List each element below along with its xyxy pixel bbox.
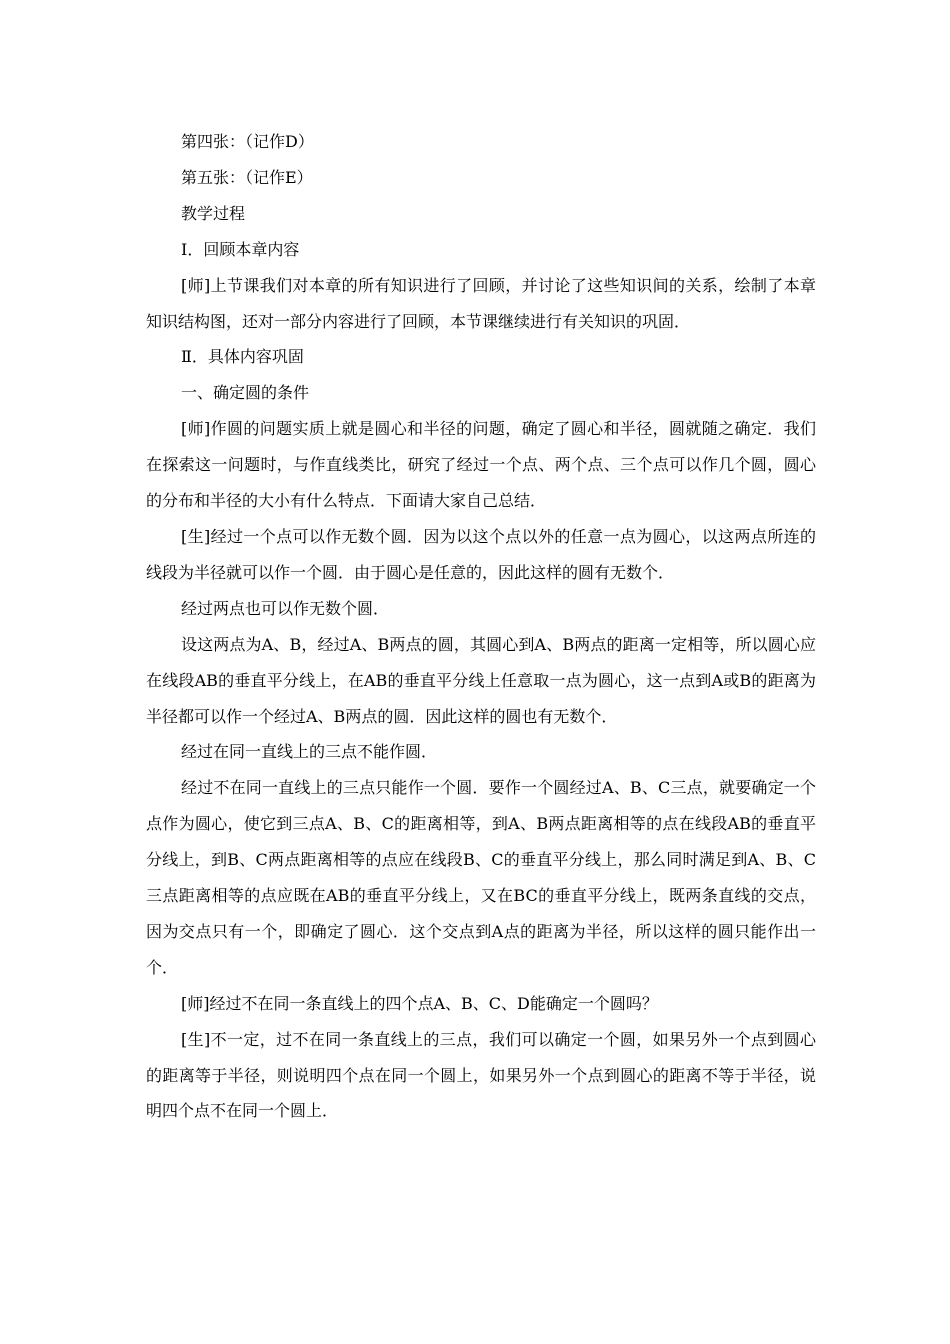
- paragraph-card-e: 第五张：（记作E）: [181, 167, 313, 187]
- paragraph-two-points: 经过两点也可以作无数个圆．: [181, 598, 390, 618]
- paragraph-student-four-points: [生]不一定，过不在同一条直线上的三点，我们可以确定一个圆，如果另外一个点到圆心的距离等于半径，则说明四个点在同一个圆上，如果另外一个点到圆心的距离不等于半径，说明四个点不在同一个圆上．: [146, 1029, 816, 1121]
- paragraph-two-points-detail: 设这两点为A、B，经过A、B两点的圆，其圆心到A、B两点的距离一定相等，所以圆心应在线段AB的垂直平分线上，在AB的垂直平分线上任意取一点为圆心，这一点到A或B的距离为半径都可以作一个经过A、B两点的圆．因此这样的圆也有无数个．: [146, 634, 816, 726]
- paragraph-teacher-review: [师]上节课我们对本章的所有知识进行了回顾，并讨论了这些知识间的关系，绘制了本章知识结构图，还对一部分内容进行了回顾，本节课继续进行有关知识的巩固．: [146, 275, 816, 331]
- section-heading-process: 教学过程: [181, 203, 246, 223]
- section-heading-consolidate: Ⅱ．具体内容巩固: [181, 347, 304, 367]
- paragraph-three-noncollinear: 经过不在同一直线上的三点只能作一个圆．要作一个圆经过A、B、C三点，就要确定一个点作为圆心，使它到三点A、B、C的距离相等，到A、B两点距离相等的点在线段AB的垂直平分线上，到B、C两点距离相等的点应在线段B、C的垂直平分线上，那么同时满足到A、B、C三点距离相等的点应既在AB的垂直平分线上，又在BC的垂直平分线上，既两条直线的交点，因为交点只有一个，即确定了圆心．这个交点到A点的距离为半径，所以这样的圆只能作出一个．: [146, 778, 816, 977]
- paragraph-card-d: 第四张：（记作D）: [181, 132, 314, 151]
- section-heading-circle-conditions: 一、确定圆的条件: [181, 383, 310, 403]
- section-heading-review: Ⅰ．回顾本章内容: [181, 239, 300, 259]
- paragraph-teacher-four-points: [师]经过不在同一条直线上的四个点A、B、C、D能确定一个圆吗？: [181, 993, 658, 1013]
- document-body: [146, 124, 816, 1129]
- paragraph-student-one-point: [生]经过一个点可以作无数个圆．因为以这个点以外的任意一点为圆心，以这两点所连的线段为半径就可以作一个圆．由于圆心是任意的，因此这样的圆有无数个．: [146, 526, 816, 582]
- paragraph-teacher-circle: [师]作圆的问题实质上就是圆心和半径的问题，确定了圆心和半径，圆就随之确定．我们在探索这一问题时，与作直线类比，研究了经过一个点、两个点、三个点可以作几个圆，圆心的分布和半径的大小有什么特点．下面请大家自己总结．: [146, 419, 816, 511]
- paragraph-three-collinear: 经过在同一直线上的三点不能作圆．: [181, 742, 438, 762]
